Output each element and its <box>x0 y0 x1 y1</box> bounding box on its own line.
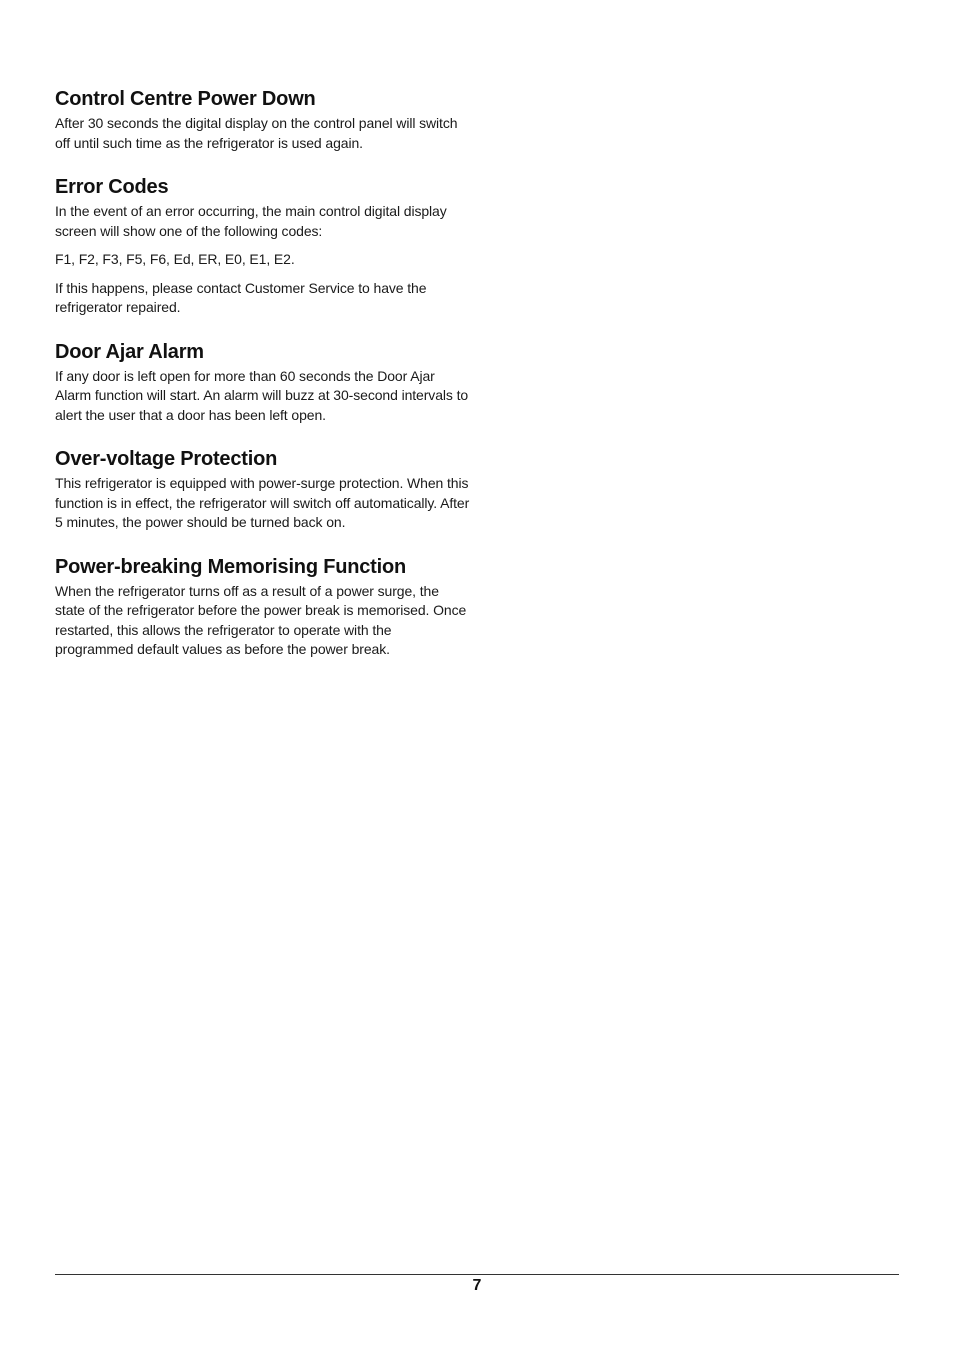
section-control-centre-power-down <box>55 86 470 153</box>
document-content <box>55 86 470 681</box>
section-paragraph: If any door is left open for more than 60 seconds the Door Ajar Alarm function will start. An alarm will buzz at 30-second intervals to alert the user that a door has been left open. <box>55 367 469 423</box>
section-power-breaking-memorising <box>55 554 470 660</box>
error-code-list: F1, F2, F3, F5, F6, Ed, ER, E0, E1, E2. <box>55 251 295 267</box>
section-heading: Control Centre Power Down <box>55 88 316 110</box>
section-paragraph: In the event of an error occurring, the main control digital display screen will show one of the following codes: <box>55 203 447 239</box>
section-heading: Error Codes <box>55 176 169 198</box>
section-paragraph: After 30 seconds the digital display on the control panel will switch off until such time as the refrigerator is used again. <box>55 115 458 151</box>
section-heading: Over-voltage Protection <box>55 448 278 470</box>
section-paragraph: When the refrigerator turns off as a result of a power surge, the state of the refrigerator before the power break is memorised. Once restarted, this allows the refrigerator to operate with the programmed default values as before the power break. <box>55 582 467 657</box>
section-heading: Door Ajar Alarm <box>55 340 204 363</box>
section-over-voltage-protection <box>55 446 470 533</box>
page-number: 7 <box>472 1277 482 1294</box>
footer-divider <box>55 1274 899 1275</box>
section-paragraph: This refrigerator is equipped with power-surge protection. When this function is in effect, the refrigerator will switch off automatically. After 5 minutes, the power should be turned back on. <box>55 475 470 530</box>
section-error-codes <box>55 174 470 318</box>
section-door-ajar-alarm <box>55 339 470 426</box>
section-heading: Power-breaking Memorising Function <box>55 555 407 578</box>
section-paragraph: If this happens, please contact Customer Service to have the refrigerator repaired. <box>55 279 427 315</box>
